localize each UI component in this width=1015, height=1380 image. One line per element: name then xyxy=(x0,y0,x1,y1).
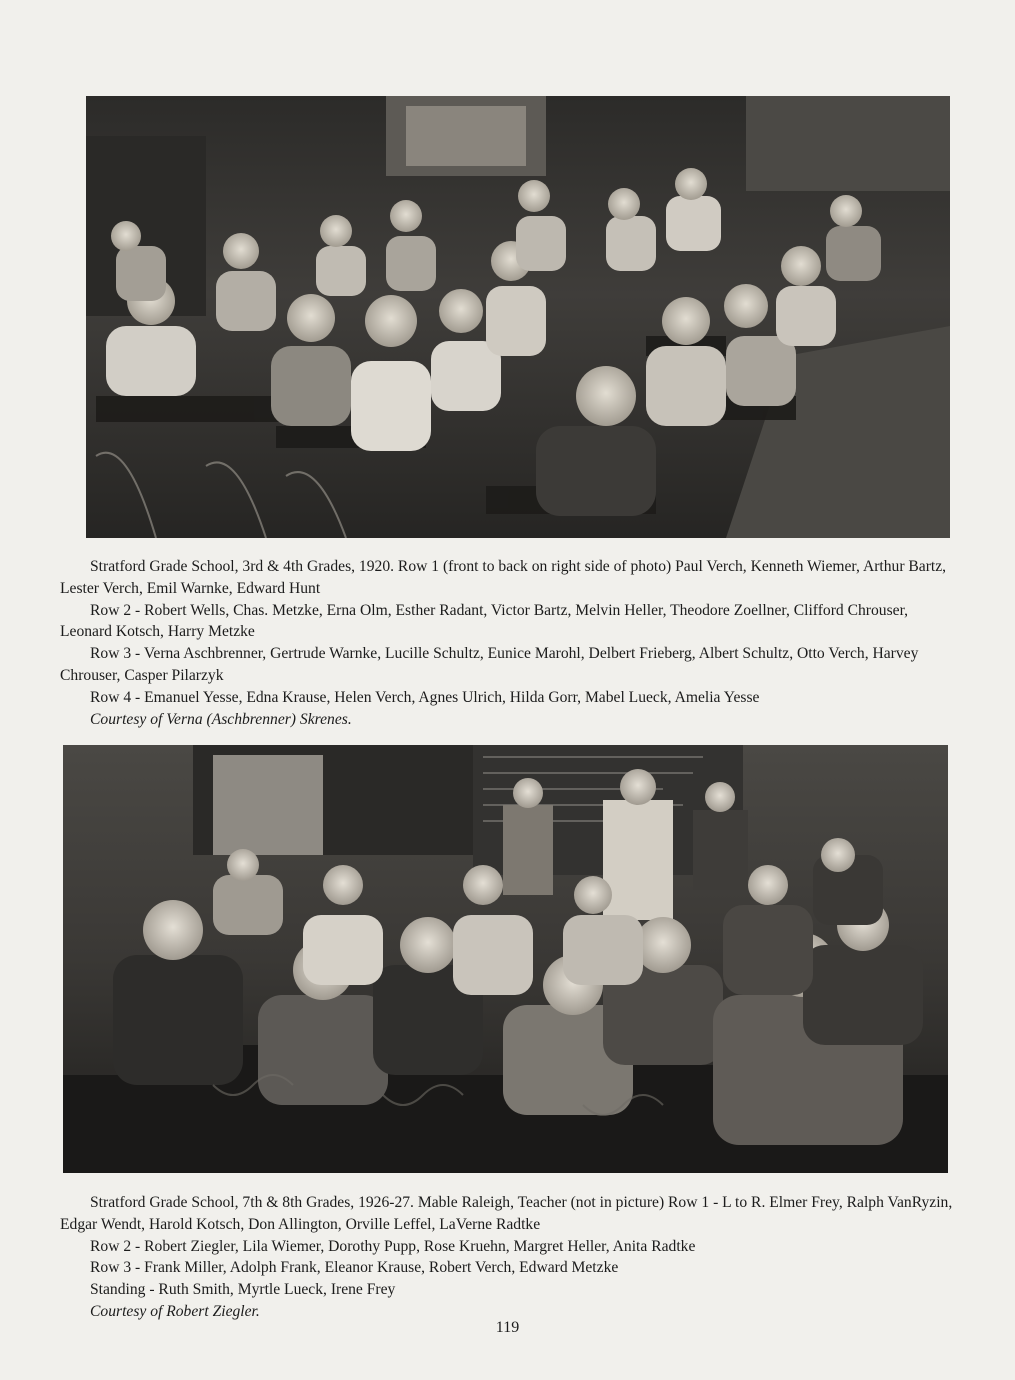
page-number: 119 xyxy=(495,1319,520,1336)
caption-row-3: Row 3 - Frank Miller, Adolph Frank, Eleanor Krause, Robert Verch, Edward Metzke xyxy=(90,1259,619,1277)
caption-row-4: Row 4 - Emanuel Yesse, Edna Krause, Helen Verch, Agnes Ulrich, Hilda Gorr, Mabel Lueck, Amelia Yesse xyxy=(90,688,760,706)
caption-row-3: Row 3 - Verna Aschbrenner, Gertrude Warnke, Lucille Schultz, Eunice Marohl, Delbert Frieberg, Albert Schultz, Otto Verch, Harvey Chrouser, Casper Pilarzyk xyxy=(60,645,919,684)
caption-row-1: Stratford Grade School, 3rd & 4th Grades, 1920. Row 1 (front to back on right side of photo) Paul Verch, Kenneth Wiemer, Arthur Bartz, Lester Verch, Emil Warnke, Edward Hunt xyxy=(60,558,947,597)
classroom-photo-1926-image xyxy=(63,745,948,1173)
photo-1926-caption xyxy=(60,1192,960,1323)
photo-credit: Courtesy of Robert Ziegler. xyxy=(90,1302,260,1320)
caption-row-2: Row 2 - Robert Wells, Chas. Metzke, Erna Olm, Esther Radant, Victor Bartz, Melvin Heller, Theodore Zoellner, Clifford Chrouser, Leonard Kotsch, Harry Metzke xyxy=(60,601,909,641)
classroom-photo-1926 xyxy=(63,745,948,1173)
photo-1920-caption xyxy=(60,556,960,730)
classroom-photo-1920 xyxy=(86,96,950,538)
caption-row-2: Row 2 - Robert Ziegler, Lila Wiemer, Dorothy Pupp, Rose Kruehn, Margret Heller, Anita Radtke xyxy=(90,1237,696,1255)
photo-credit: Courtesy of Verna (Aschbrenner) Skrenes. xyxy=(90,710,352,728)
classroom-photo-1920-image xyxy=(86,96,950,538)
caption-standing: Standing - Ruth Smith, Myrtle Lueck, Irene Frey xyxy=(90,1281,396,1299)
caption-row-1: Stratford Grade School, 7th & 8th Grades, 1926-27. Mable Raleigh, Teacher (not in picture) Row 1 - L to R. Elmer Frey, Ralph VanRyzin, Edgar Wendt, Harold Kotsch, Don Allington, Orville Leffel, LaVerne Radtke xyxy=(60,1194,953,1233)
